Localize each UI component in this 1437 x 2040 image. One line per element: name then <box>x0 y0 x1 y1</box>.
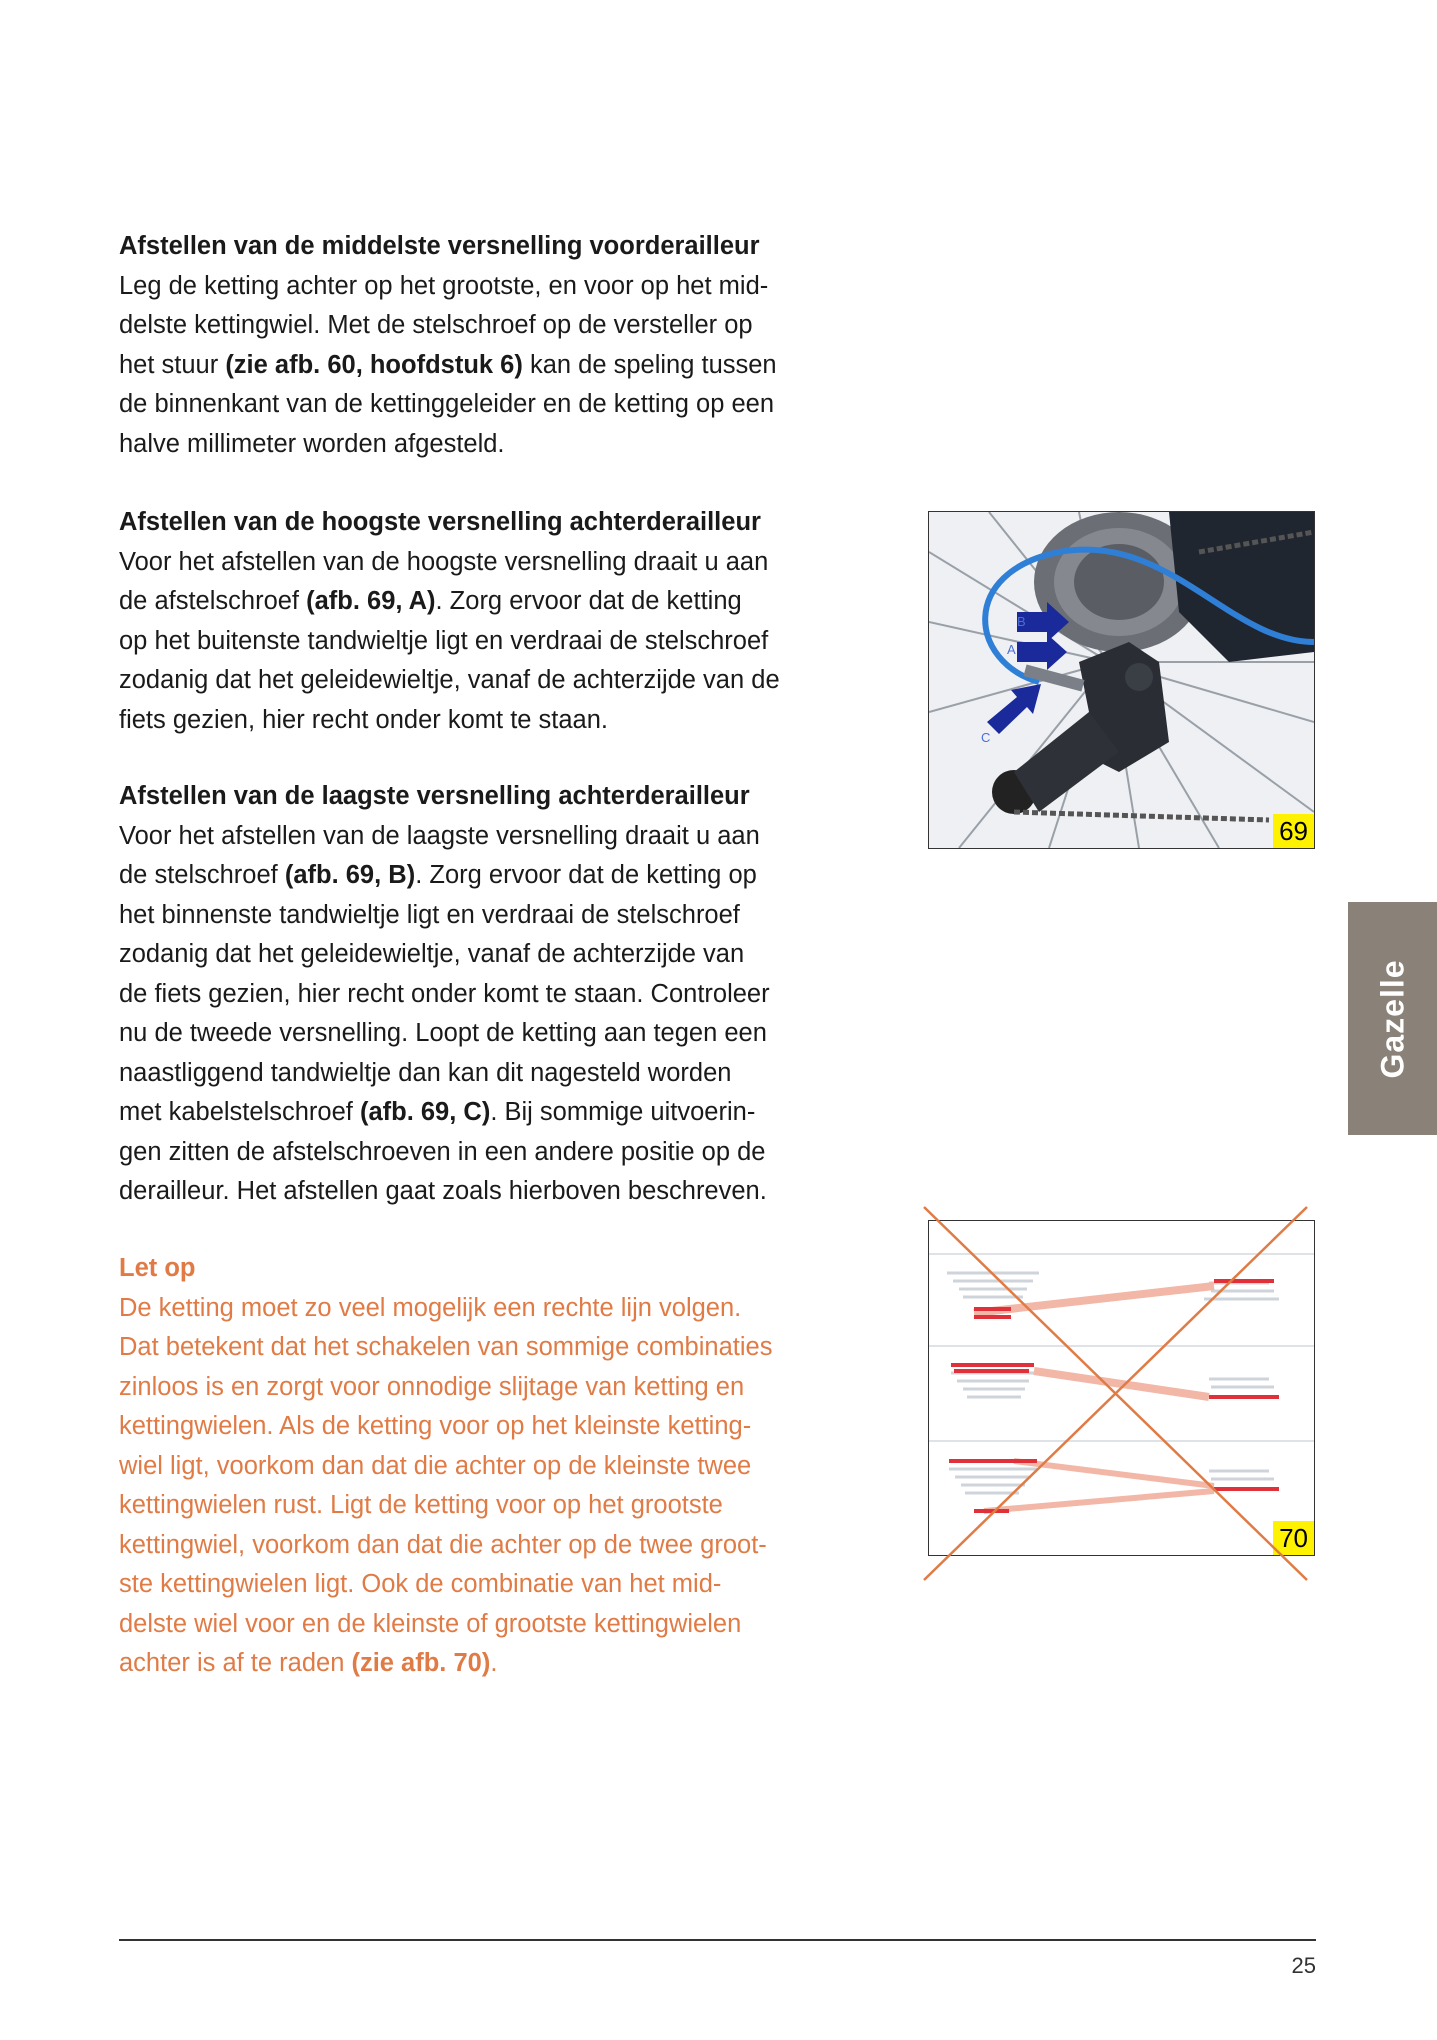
figure-reference: (afb. 69, C) <box>359 1098 491 1126</box>
text-line: fiets gezien, hier recht onder komt te staan. <box>119 705 609 734</box>
text-line: kettingwiel, voorkom dan dat die achter op de twee groot- <box>119 1530 767 1559</box>
text-line: het binnenste tandwieltje ligt en verdraai de stelschroef <box>119 900 740 929</box>
text-line: nu de tweede versnelling. Loopt de ketting aan tegen een <box>119 1019 767 1047</box>
section-title: Afstellen van de middelste versnelling voorderailleur <box>119 232 760 260</box>
text-line: De ketting moet zo veel mogelijk een rechte lijn volgen. <box>119 1293 742 1322</box>
section-body <box>119 543 889 741</box>
label-b: B <box>1017 614 1026 629</box>
note-title: Let op <box>119 1254 196 1282</box>
label-a: A <box>1007 642 1016 657</box>
footer-divider <box>119 1939 1316 1941</box>
text-line: met kabelstelschroef (afb. 69, C). Bij sommige uitvoerin- <box>119 1098 756 1126</box>
text-line: de fiets gezien, hier recht onder komt te staan. Controleer <box>119 979 770 1008</box>
text-line: ste kettingwielen ligt. Ook de combinatie van het mid- <box>119 1570 722 1598</box>
text-line: de binnenkant van de kettinggeleider en de ketting op een <box>119 390 775 418</box>
figure-reference: (afb. 69, A) <box>306 587 436 615</box>
text-line: het stuur (zie afb. 60, hoofdstuk 6) kan de speling tussen <box>119 350 777 379</box>
warning-note <box>119 1249 889 1684</box>
note-body <box>119 1289 889 1684</box>
derailleur-illustration <box>929 512 1314 848</box>
text-line: Leg de ketting achter op het grootste, en voor op het mid- <box>119 271 769 300</box>
section-lowest-rear <box>119 777 889 1212</box>
section-highest-rear <box>119 503 889 740</box>
section-title: Afstellen van de hoogste versnelling achterderailleur <box>119 508 761 536</box>
text-line: halve millimeter worden afgesteld. <box>119 429 505 458</box>
text-line: zodanig dat het geleidewieltje, vanaf de achterzijde van <box>119 940 745 968</box>
section-body <box>119 817 889 1212</box>
text-line: Dat betekent dat het schakelen van sommige combinaties <box>119 1333 773 1361</box>
text-line: op het buitenste tandwieltje ligt en verdraai de stelschroef <box>119 626 769 655</box>
figure-69-derailleur-photo <box>928 511 1315 849</box>
section-middle-front <box>119 227 889 464</box>
brand-label: Gazelle <box>1374 958 1410 1079</box>
text-line: kettingwielen. Als de ketting voor op het kleinste ketting- <box>119 1412 752 1440</box>
figure-number-badge: 69 <box>1273 814 1314 848</box>
brand-side-tab <box>1348 902 1437 1135</box>
text-line: zodanig dat het geleidewieltje, vanaf de achterzijde van de <box>119 666 780 694</box>
text-line: Voor het afstellen van de hoogste versnelling draait u aan <box>119 547 769 576</box>
page-number: 25 <box>1291 1953 1316 1978</box>
cross-out-mark <box>922 1205 1322 1585</box>
text-line: zinloos is en zorgt voor onnodige slijtage van ketting en <box>119 1372 745 1401</box>
text-line: kettingwielen rust. Ligt de ketting voor op het grootste <box>119 1491 723 1519</box>
text-line: delste kettingwiel. Met de stelschroef op de versteller op <box>119 311 753 339</box>
label-c: C <box>981 730 991 745</box>
figure-reference: (afb. 69, B) <box>284 861 416 889</box>
text-line: de stelschroef (afb. 69, B). Zorg ervoor dat de ketting op <box>119 861 757 889</box>
text-line: achter is af te raden (zie afb. 70). <box>119 1649 498 1677</box>
text-line: naastliggend tandwieltje dan kan dit nagesteld worden <box>119 1058 732 1087</box>
figure-number-badge: 70 <box>1273 1521 1314 1555</box>
text-line: Voor het afstellen van de laagste versnelling draait u aan <box>119 821 760 850</box>
figure-reference: (zie afb. 60, hoofdstuk 6) <box>225 350 523 379</box>
text-line: gen zitten de afstelschroeven in een andere positie op de <box>119 1137 766 1166</box>
text-line: delste wiel voor en de kleinste of grootste kettingwielen <box>119 1609 742 1638</box>
text-line: de afstelschroef (afb. 69, A). Zorg ervoor dat de ketting <box>119 587 742 615</box>
section-body <box>119 267 889 465</box>
section-title: Afstellen van de laagste versnelling achterderailleur <box>119 782 750 810</box>
figure-reference: (zie afb. 70) <box>351 1649 491 1677</box>
text-line: derailleur. Het afstellen gaat zoals hierboven beschreven. <box>119 1177 767 1205</box>
text-line: wiel ligt, voorkom dan dat die achter op de kleinste twee <box>119 1451 752 1480</box>
